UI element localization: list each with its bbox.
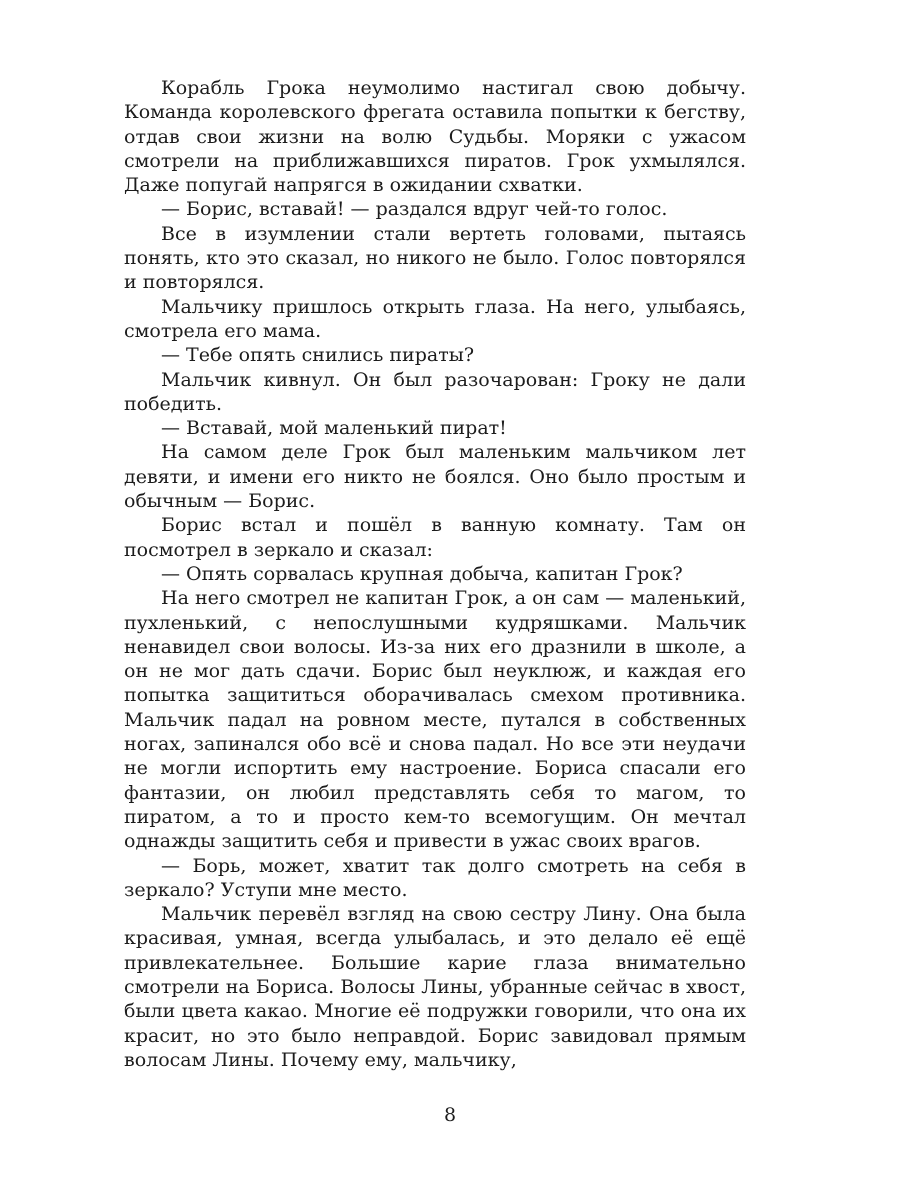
paragraph: Все в изумлении стали вертеть головами, пытаясь понять, кто это сказал, но никого не было. Голос повторялся и повторялся. (124, 222, 746, 294)
paragraph: Борис встал и пошёл в ванную комнату. Там он посмотрел в зеркало и сказал: (124, 514, 746, 561)
paragraph: Корабль Грока неумолимо настигал свою добычу. Команда королевского фрегата оставила попытки к бегству, отдав свои жизни на волю Судьбы. Моряки с ужасом смотрели на приближавшихся пиратов. Грок ухмылялся. Даже попугай напрягся в ожидании схватки. (124, 77, 746, 197)
paragraph: Мальчик перевёл взгляд на свою сестру Лину. Она была красивая, умная, всегда улыбалась, и это делало её ещё привлекательнее. Большие карие глаза внимательно смотрели на Бориса. Волосы Лины, убранные сейчас в хвост, были цвета какао. Многие её подружки говорили, что она их красит, но это было неправдой. Борис завидовал прямым волосам Лины. Почему ему, мальчику, (124, 903, 746, 1071)
paragraph: — Борь, может, хватит так долго смотреть на себя в зеркало? Уступи мне место. (124, 854, 746, 901)
paragraph: — Борис, вставай! — раздался вдруг чей-то голос. (161, 198, 668, 221)
paragraph: — Вставай, мой маленький пират! (161, 417, 507, 440)
paragraph: На самом деле Грок был маленьким мальчиком лет девяти, и имени его никто не боялся. Оно было простым и обычным — Борис. (124, 441, 746, 513)
paragraph: На него смотрел не капитан Грок, а он сам — маленький, пухленький, с непослушными кудряшками. Мальчик ненавидел свои волосы. Из-за них его дразнили в школе, а он не мог дать сдачи. Борис был неуклюж, и каждая его попытка защититься оборачивалась смехом противника. Мальчик падал на ровном месте, путался в собственных ногах, запинался обо всё и снова падал. Но все эти неудачи не могли испортить ему настроение. Бориса спасали его фантазии, он любил представлять себя то магом, то пиратом, а то и просто кем-то всемогущим. Он мечтал однажды защитить себя и привести в ужас своих врагов. (124, 587, 746, 853)
paragraph: — Опять сорвалась крупная добыча, капитан Грок? (161, 562, 683, 585)
paragraph: Мальчику пришлось открыть глаза. На него, улыбаясь, смотрела его мама. (124, 295, 746, 342)
paragraph: Мальчик кивнул. Он был разочарован: Гроку не дали победить. (124, 368, 746, 415)
paragraph: — Тебе опять снились пираты? (161, 344, 475, 367)
page-number: 8 (443, 1104, 457, 1126)
body-text (124, 76, 746, 1072)
